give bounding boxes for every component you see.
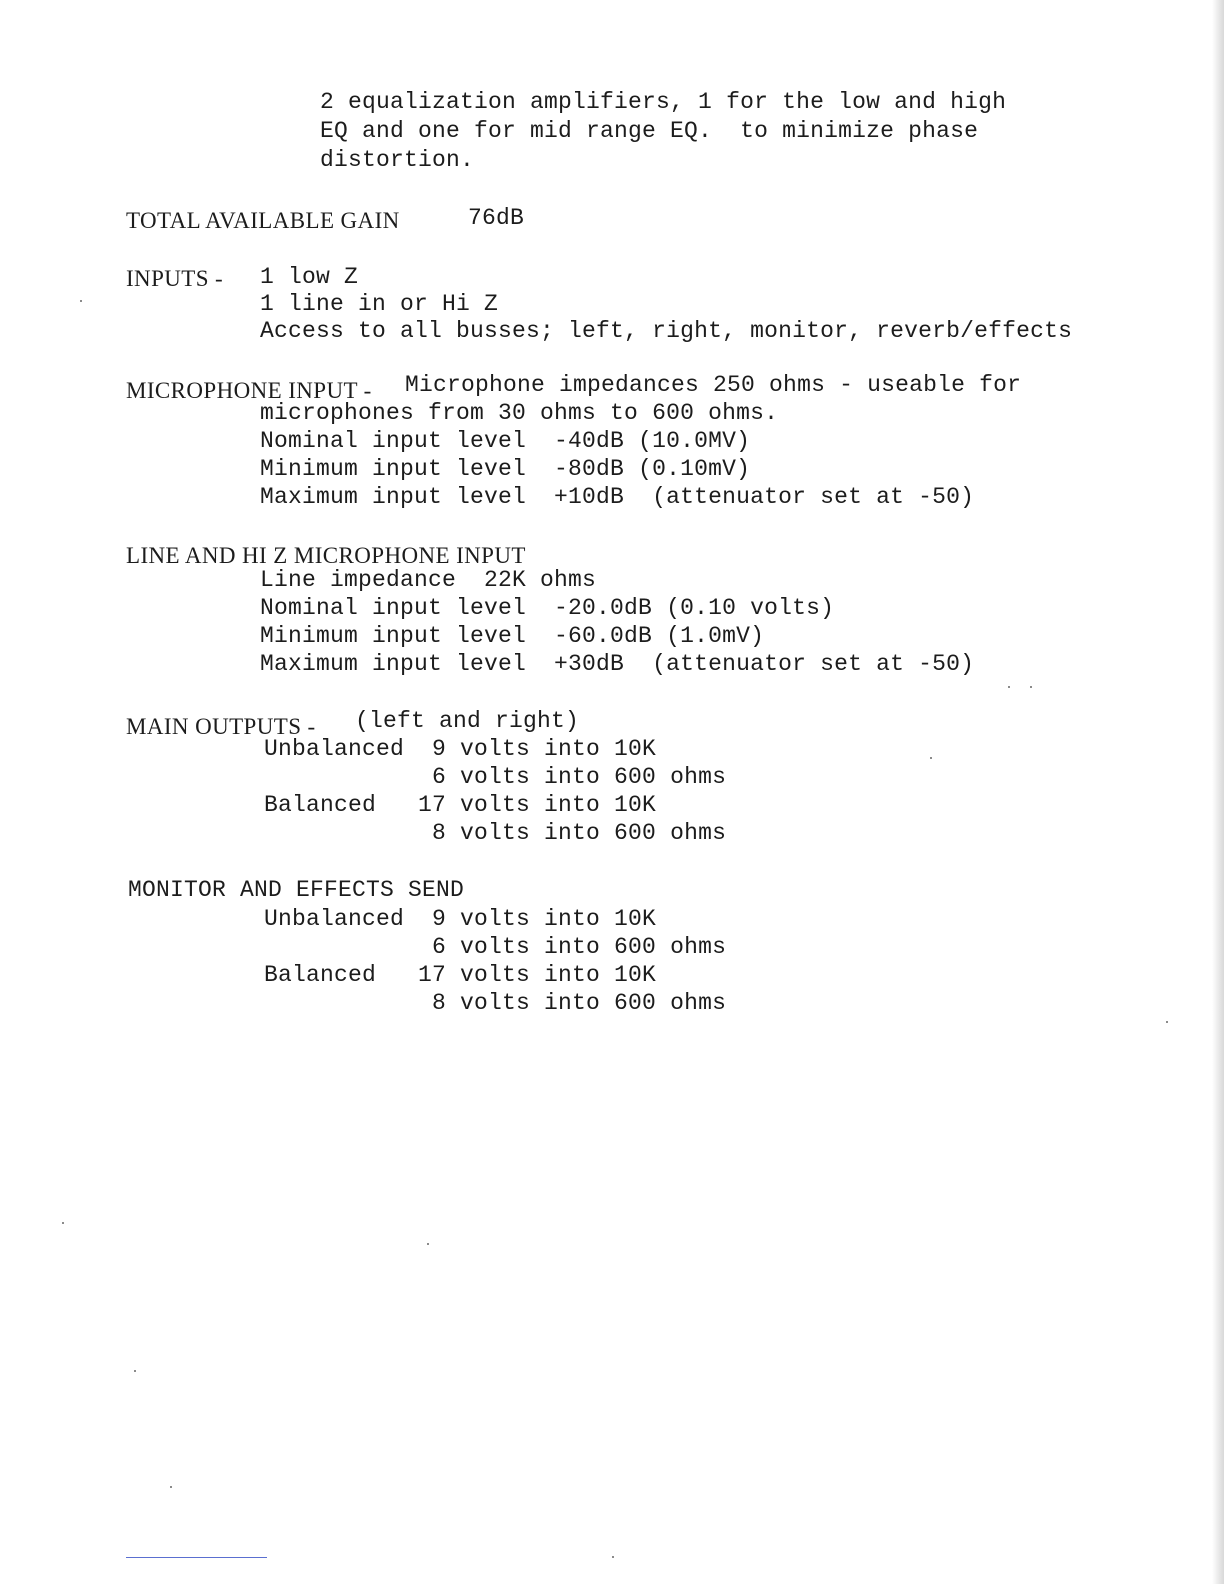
main-outputs-line: Balanced 17 volts into 10K [264,792,657,818]
total-gain-value: 76dB [468,205,525,231]
intro-line: 2 equalization amplifiers, 1 for the low and high [320,89,1007,115]
line-hi-z-line: Nominal input level -20.0dB (0.10 volts) [260,595,835,621]
inputs-label: INPUTS - [126,266,224,291]
intro-line: EQ and one for mid range EQ. to minimize phase [320,118,979,144]
microphone-input-line: Maximum input level +10dB (attenuator set at -50) [260,484,975,510]
monitor-effects-line: 8 volts into 600 ohms [264,990,727,1016]
scan-speck [170,1486,172,1488]
scan-speck [427,1243,429,1245]
scan-speck [134,1370,136,1372]
inputs-line: Access to all busses; left, right, monitor, reverb/effects [260,318,1073,344]
monitor-effects-label: MONITOR AND EFFECTS SEND [128,877,465,903]
footnote-rule [126,1557,267,1558]
main-outputs-line: Unbalanced 9 volts into 10K [264,736,657,762]
microphone-input-line: Minimum input level -80dB (0.10mV) [260,456,751,482]
scan-speck [1008,686,1010,688]
line-hi-z-line: Minimum input level -60.0dB (1.0mV) [260,623,765,649]
main-outputs-line: (left and right) [355,708,580,734]
total-gain-label: TOTAL AVAILABLE GAIN [126,208,400,233]
scan-edge-shadow [1212,0,1224,1584]
monitor-effects-line: Balanced 17 volts into 10K [264,962,657,988]
microphone-input-label: MICROPHONE INPUT - [126,378,372,403]
main-outputs-line: 6 volts into 600 ohms [264,764,727,790]
scan-speck [930,757,932,759]
inputs-line: 1 line in or Hi Z [260,291,499,317]
main-outputs-label: MAIN OUTPUTS - [126,714,316,739]
scan-speck [80,300,82,302]
scan-speck [1030,686,1032,688]
microphone-input-line: microphones from 30 ohms to 600 ohms. [260,400,779,426]
inputs-line: 1 low Z [260,264,359,290]
microphone-input-line: Microphone impedances 250 ohms - useable for [405,372,1022,398]
monitor-effects-line: 6 volts into 600 ohms [264,934,727,960]
main-outputs-line: 8 volts into 600 ohms [264,820,727,846]
line-hi-z-line: Maximum input level +30dB (attenuator set at -50) [260,651,975,677]
scan-speck [612,1556,614,1558]
scan-speck [1166,1021,1168,1023]
line-hi-z-label: LINE AND HI Z MICROPHONE INPUT [126,543,526,568]
line-hi-z-line: Line impedance 22K ohms [260,567,597,593]
microphone-input-line: Nominal input level -40dB (10.0MV) [260,428,751,454]
scan-speck [62,1222,64,1224]
intro-line: distortion. [320,147,475,173]
monitor-effects-line: Unbalanced 9 volts into 10K [264,906,657,932]
